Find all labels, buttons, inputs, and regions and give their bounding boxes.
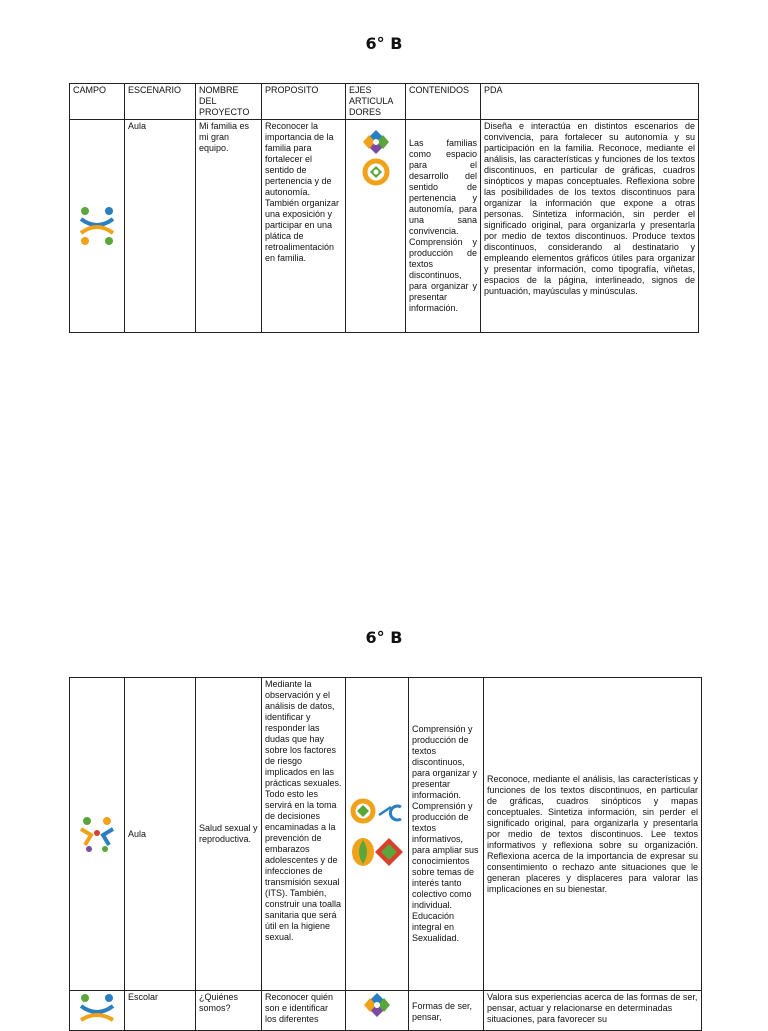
page-title-bottom: 6° B (365, 628, 403, 647)
planning-table-2 (69, 677, 702, 1031)
pda-cell: Diseña e interactúa en distintos escenarios de convivencia, para fortalecer su autonomía y su participación en la familia. Reconoce, mediante el análisis, las características y funciones de los textos discontinuos, en particular de gráficas, cuadros sinópticos y mapas conceptuales. Reflexiona sobre las posibilidades de los textos discontinuos para organizar la información que expone a otras personas. Sintetiza información, sin perder el significado original, para organizarla y presentarla por medio de textos discontinuos. Produce textos discontinuos, considerando al destinatario y empleando elementos gráficos útiles para organizar y presentar información, como tipografía, viñetas, espacios de la página, interlineado, signos de puntuación, mayúsculas y minúsculas. (481, 120, 699, 333)
leaf-icon (349, 836, 405, 871)
nombre-cell: Salud sexual y reproductiva. (196, 678, 262, 991)
diamond-cross-icon (362, 992, 392, 1025)
ejes-cell (346, 678, 409, 991)
ejes-cell (346, 991, 409, 1031)
header-pda: PDA (481, 84, 699, 120)
table-header-row (70, 84, 699, 120)
campo-cell (70, 678, 125, 991)
nombre-cell: Mi familia es mi gran equipo. (196, 120, 262, 333)
contenidos-cell: Las familias como espacio para el desarrollo del sentido de pertenencia y autonomía, para una sana convivencia. Comprensión y producción de textos discontinuos, para organizar y presentar información. (406, 120, 481, 333)
diamond-cross-icon (361, 129, 391, 158)
ejes-cell (346, 120, 406, 333)
header-ejes: EJES ARTICULA DORES (346, 84, 406, 120)
people-circle-icon (75, 992, 119, 1025)
proposito-cell: Reconocer la importancia de la familia para fortalecer el sentido de pertenencia y de autonomía. También organizar una exposición y participar en una plática de retroalimentación en familia. (262, 120, 346, 333)
page-title-top: 6° B (365, 34, 403, 53)
ring-arrow-icon (349, 797, 405, 828)
table-row (70, 991, 702, 1031)
people-circle-icon (75, 203, 119, 250)
people-dots-icon (75, 811, 119, 858)
header-escenario: ESCENARIO (125, 84, 196, 120)
orange-ring-icon (361, 158, 391, 189)
header-contenidos: CONTENIDOS (406, 84, 481, 120)
header-nombre: NOMBRE DEL PROYECTO (196, 84, 262, 120)
campo-cell (70, 120, 125, 333)
planning-table-1 (69, 83, 699, 333)
pda-cell: Reconoce, mediante el análisis, las características y funciones de los textos discontinuos, en particular de gráficas, cuadros sinópticos y mapas conceptuales. Sintetiza información, sin perder el significado original, para organizarla y presentarla por medio de textos discontinuos. Lee textos informativos y reflexiona sobre su organización. Reflexiona acerca de la importancia de expresar su consentimiento o rechazo ante situaciones que le generan placeres y displaceres para valorar las implicaciones en su bienestar. (484, 678, 702, 991)
pda-cell: Valora sus experiencias acerca de las formas de ser, pensar, actuar y relacionarse en determinadas situaciones, para favorecer su (484, 991, 702, 1031)
table-row (70, 678, 702, 991)
contenidos-cell: Formas de ser, pensar, (409, 991, 484, 1031)
contenidos-cell: Comprensión y producción de textos discontinuos, para organizar y presentar información. Comprensión y producción de textos informativos, para ampliar sus conocimientos sobre temas de interés tanto colectivo como individual. Educación integral en Sexualidad. (409, 678, 484, 991)
escenario-cell: Aula (125, 120, 196, 333)
proposito-cell: Reconocer quién son e identificar los diferentes (262, 991, 346, 1031)
campo-cell (70, 991, 125, 1031)
proposito-cell: Mediante la observación y el análisis de datos, identificar y responder las dudas que hay sobre los factores de riesgo implicados en las prácticas sexuales. Todo esto les servirá en la toma de decisiones encaminadas a la prevención de embarazos adolescentes y de infecciones de transmisión sexual (ITS). También, construir una toalla sanitaria que será útil en la higiene sexual. (262, 678, 346, 991)
escenario-cell: Aula (125, 678, 196, 991)
header-proposito: PROPOSITO (262, 84, 346, 120)
table-row (70, 120, 699, 333)
nombre-cell: ¿Quiénes somos? (196, 991, 262, 1031)
header-campo: CAMPO (70, 84, 125, 120)
escenario-cell: Escolar (125, 991, 196, 1031)
